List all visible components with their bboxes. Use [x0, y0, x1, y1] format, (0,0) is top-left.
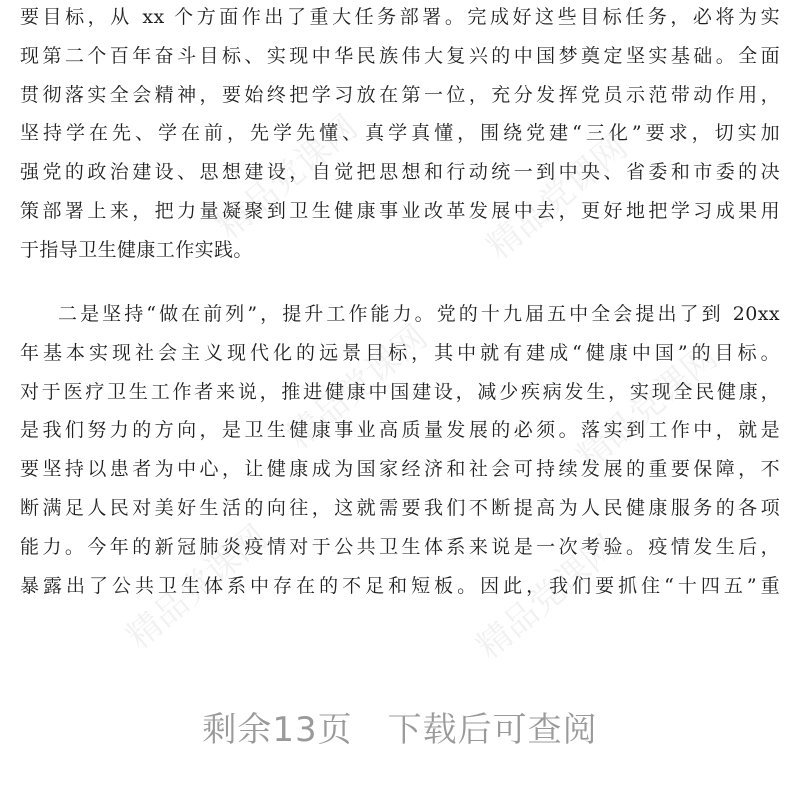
- watermark: 精品党课网: [119, 517, 276, 658]
- text-line: 二是坚持“做在前列”，提升工作能力。党的十九届五中全会提出了到 20xx: [58, 303, 780, 325]
- text-line: 策部署上来，把力量凝聚到卫生健康事业改革发展中去，更好地把学习成果用: [20, 199, 780, 222]
- watermark: 精品党课网: [479, 127, 636, 268]
- paragraph-1: [20, 0, 780, 270]
- watermark: 精品党课网: [209, 107, 366, 248]
- remaining-pages-notice[interactable]: 剩余13页 下载后可查阅: [202, 710, 598, 750]
- text-line: 强党的政治建设、思想建设，自觉把思想和行动统一到中央、省委和市委的决: [20, 161, 780, 184]
- text-line: 现第二个百年奋斗目标、实现中华民族伟大复兴的中国梦奠定坚实基础。全面: [20, 44, 780, 67]
- text-line: 于指导卫生健康工作实践。: [20, 238, 253, 261]
- text-line: 年基本实现社会主义现代化的远景目标，其中就有建成“健康中国”的目标。: [20, 341, 780, 364]
- text-line: 坚持学在先、学在前，先学先懂、真学真懂，围绕党建“三化”要求，切实加: [20, 122, 780, 145]
- text-line: 断满足人民对美好生活的向往，这就需要我们不断提高为人民健康服务的各项: [20, 496, 780, 519]
- text-line: 要坚持以患者为中心，让健康成为国家经济和社会可持续发展的重要保障，不: [20, 458, 780, 481]
- watermark: 精品党课网: [279, 317, 436, 458]
- text-line: 是我们努力的方向，是卫生健康事业高质量发展的必须。落实到工作中，就是: [20, 419, 780, 442]
- watermark: 精品党课网: [569, 337, 726, 478]
- text-line: 要目标，从 xx 个方面作出了重大任务部署。完成好这些目标任务，必将为实: [20, 6, 780, 28]
- paragraph-2: [20, 295, 780, 605]
- text-line: 暴露出了公共卫生体系中存在的不足和短板。因此，我们要抓住“十四五”重: [20, 574, 780, 597]
- text-line: 对于医疗卫生工作者来说，推进健康中国建设，减少疾病发生，实现全民健康，: [20, 380, 780, 403]
- watermark: 精品党课网: [469, 527, 626, 668]
- text-line: 贯彻落实全会精神，要始终把学习放在第一位，充分发挥党员示范带动作用，: [20, 83, 780, 106]
- text-line: 能力。今年的新冠肺炎疫情对于公共卫生体系来说是一次考验。疫情发生后，: [20, 535, 780, 558]
